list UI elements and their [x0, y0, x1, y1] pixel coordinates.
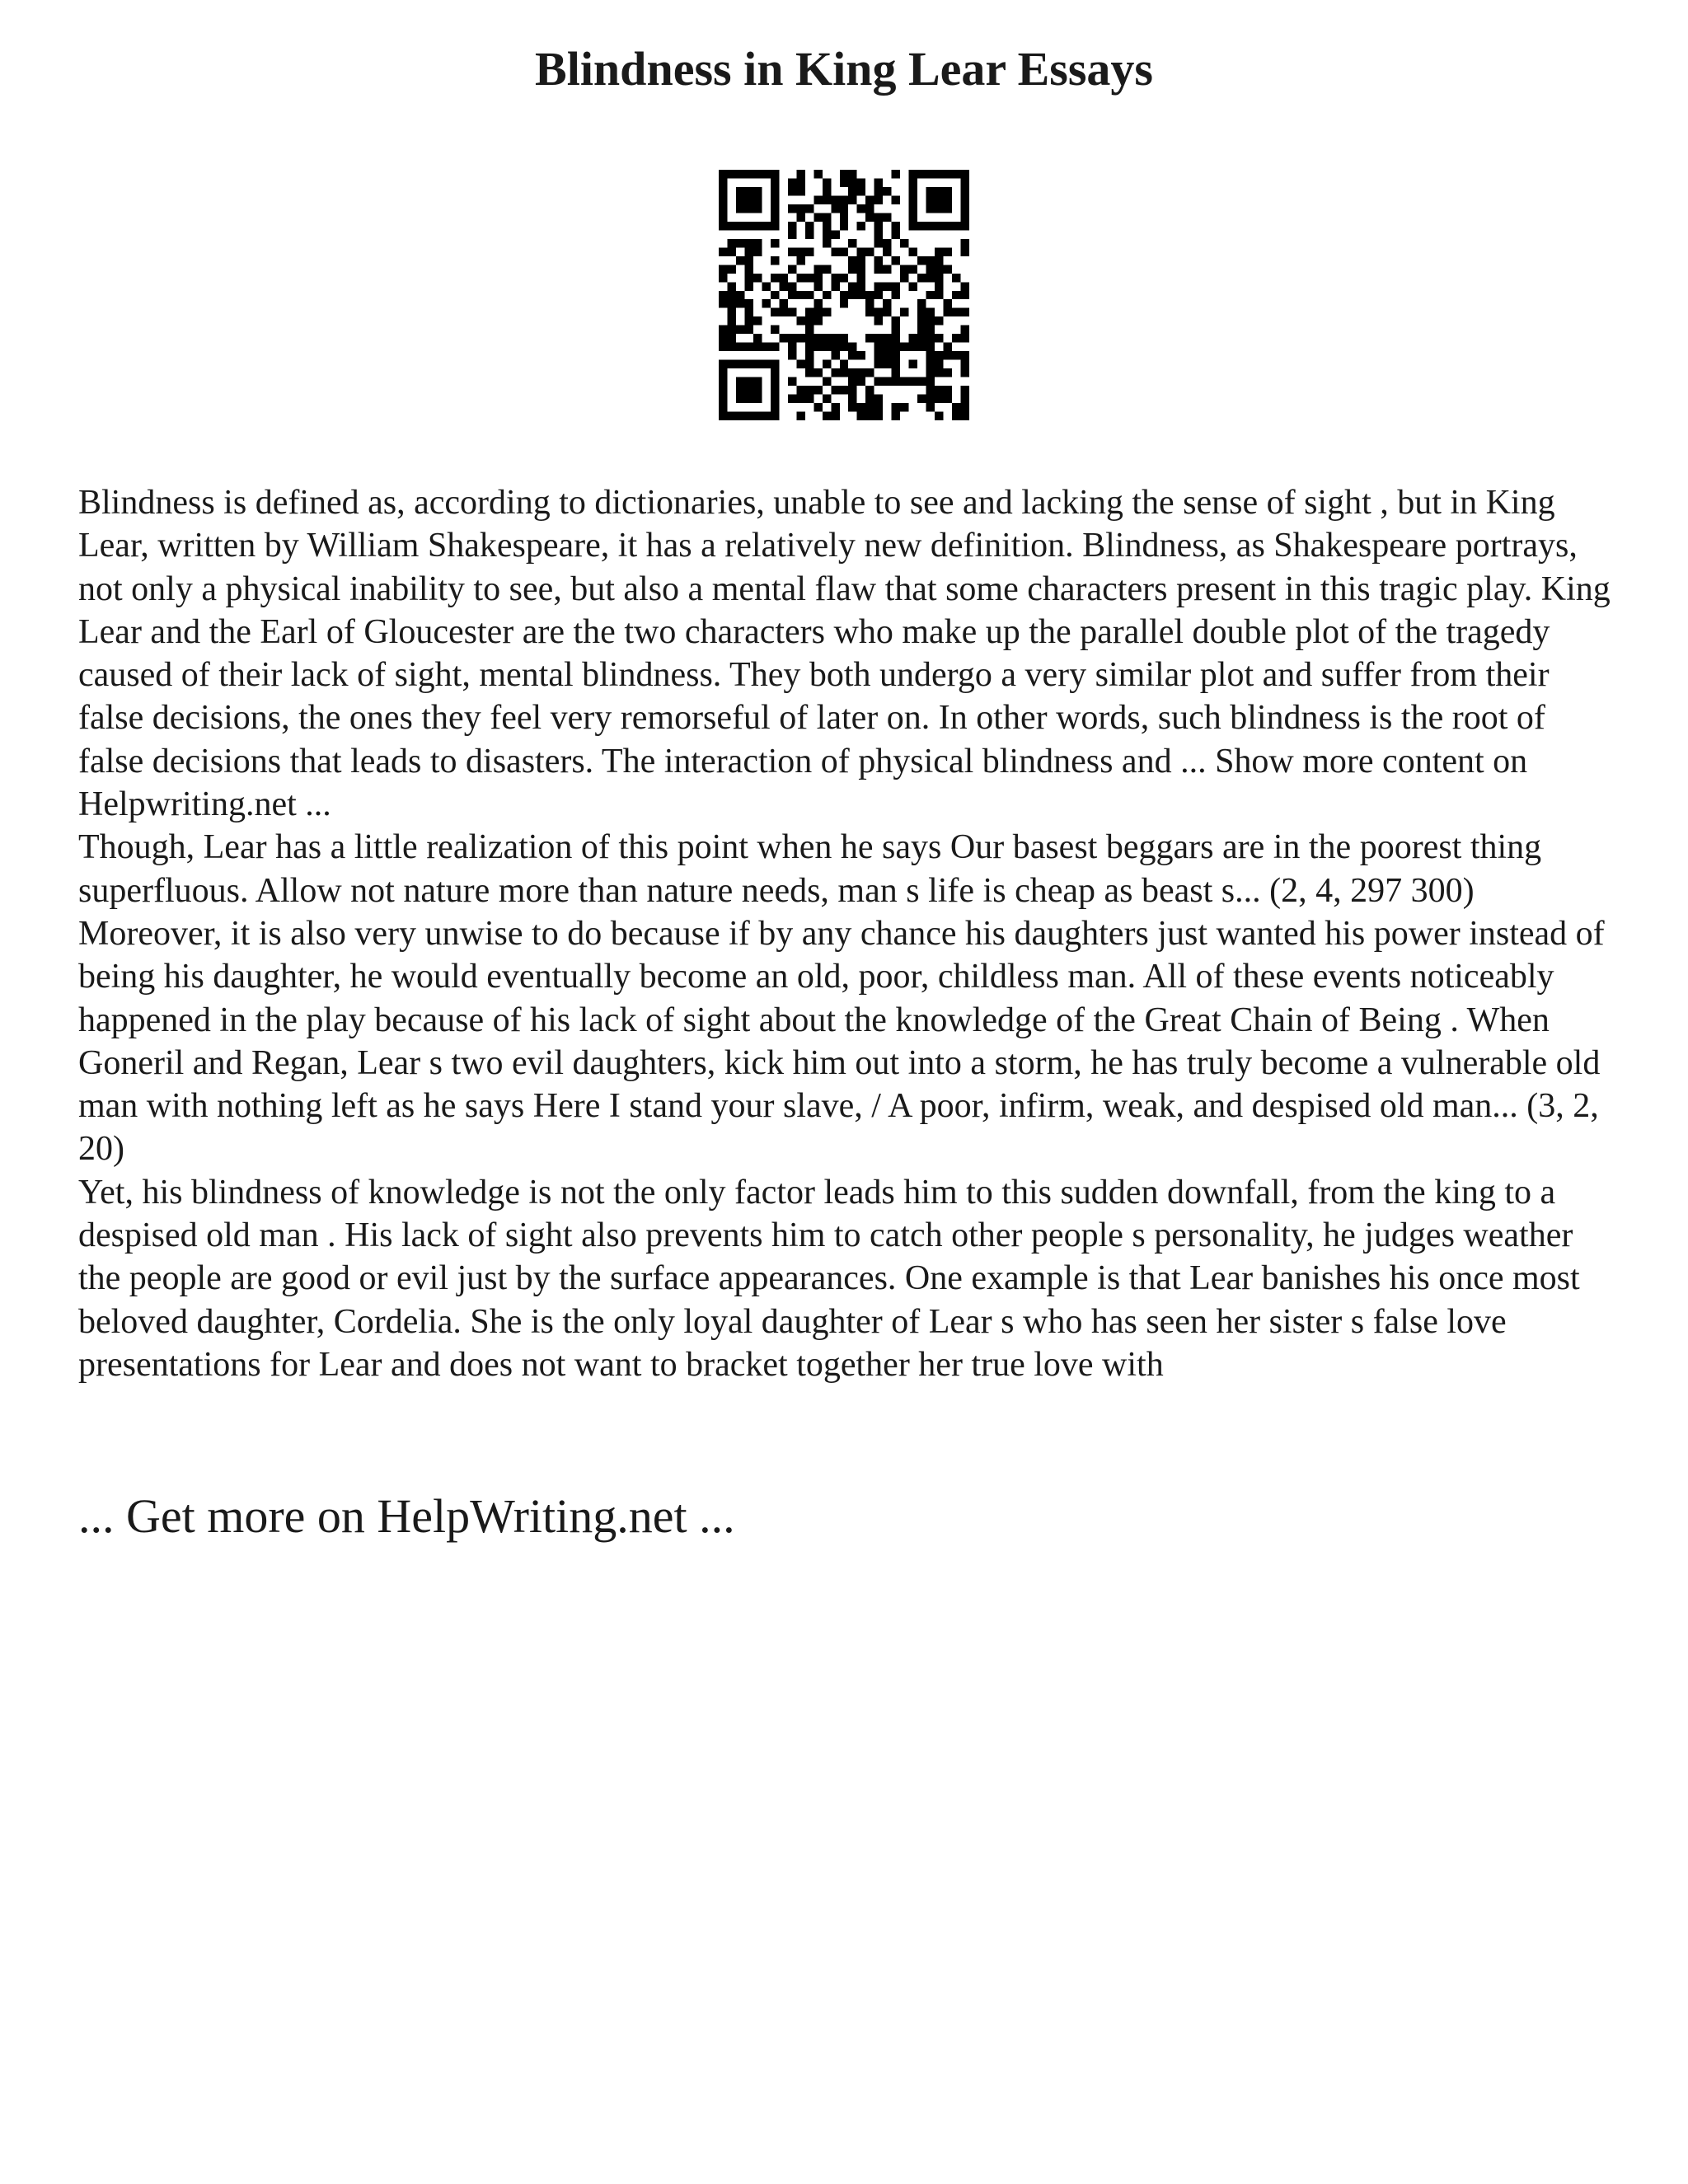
qr-code-icon	[719, 170, 969, 420]
qr-code[interactable]	[719, 170, 969, 420]
paragraph: Though, Lear has a little realization of this point when he says Our basest beggars are in the poorest thing superfluous. Allow not nature more than nature needs, man s life is cheap as beast s... (2, 4, 297 300) Moreover, it is also very unwise to do because if by any chance his daughters just wanted his power instead of being his daughter, he would eventually become an old, poor, childless man. All of these events noticeably happened in the play because of his lack of sight about the knowledge of the Great Chain of Being . When Goneril and Regan, Lear s two evil daughters, kick him out into a storm, he has truly become a vulnerable old man with nothing left as he says Here I stand your slave, / A poor, infirm, weak, and despised old man... (3, 2, 20)	[78, 828, 1605, 1169]
page-title: Blindness in King Lear Essays	[535, 42, 1153, 96]
essay-body	[78, 481, 1616, 1386]
get-more-link[interactable]: ... Get more on HelpWriting.net ...	[78, 1489, 735, 1543]
paragraph: Blindness is defined as, according to dictionaries, unable to see and lacking the sense of sight , but in King Lear, written by William Shakespeare, it has a relatively new definition. Blindness, as Shakespeare portrays, not only a physical inability to see, but also a mental flaw that some characters present in this tragic play. King Lear and the Earl of Gloucester are the two characters who make up the parallel double plot of the tragedy caused of their lack of sight, mental blindness. They both undergo a very similar plot and suffer from their false decisions, the ones they feel very remorseful of later on. In other words, such blindness is the root of false decisions that leads to disasters. The interaction of physical blindness and ... Show more content on Helpwriting.net ...	[78, 484, 1611, 824]
paragraph: Yet, his blindness of knowledge is not the only factor leads him to this sudden downfall, from the king to a despised old man . His lack of sight also prevents him to catch other people s personality, he judges weather the people are good or evil just by the surface appearances. One example is that Lear banishes his once most beloved daughter, Cordelia. She is the only loyal daughter of Lear s who has seen her sister s false love presentations for Lear and does not want to bracket together her true love with	[78, 1173, 1580, 1384]
